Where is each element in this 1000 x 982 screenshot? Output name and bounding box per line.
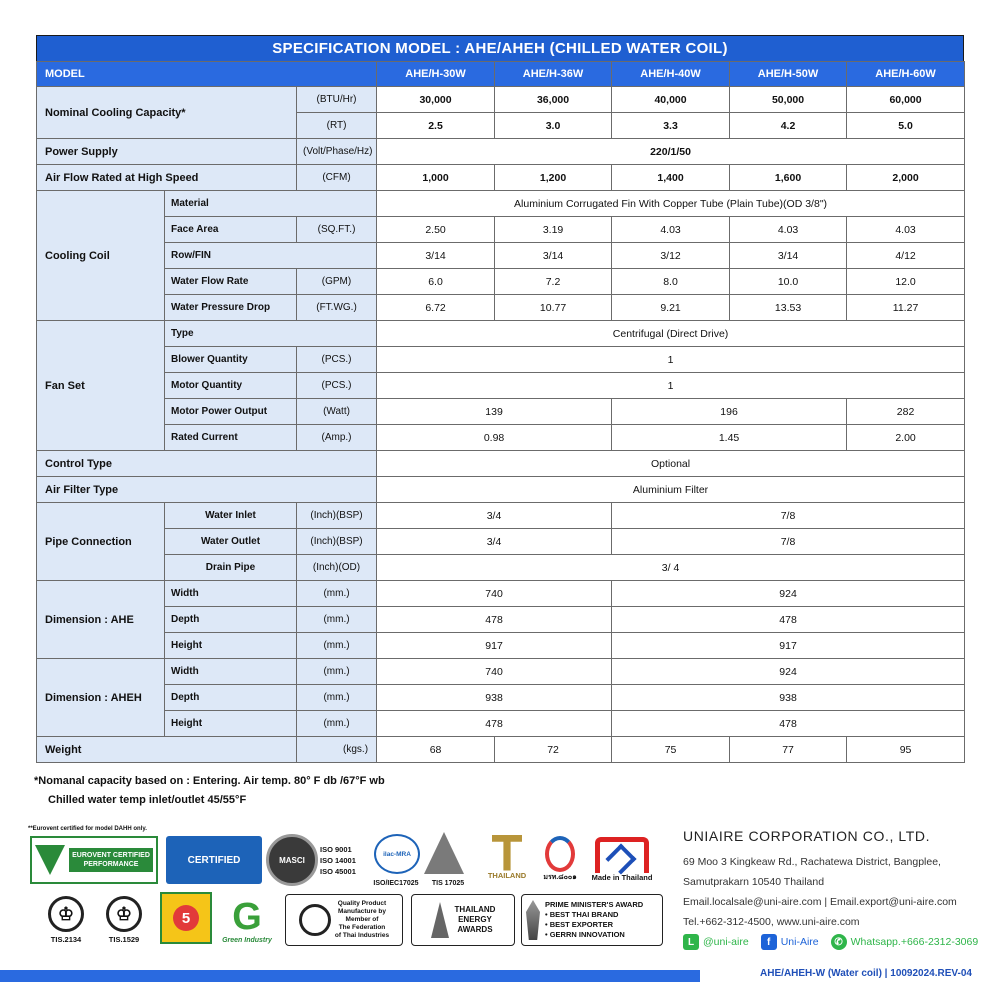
row-label: Water Flow Rate bbox=[165, 269, 297, 295]
unit-cell: (Inch)(BSP) bbox=[297, 503, 377, 529]
unit-cell: (mm.) bbox=[297, 633, 377, 659]
pm-award-item: • GERRN INNOVATION bbox=[545, 930, 625, 939]
unit-cell: (mm.) bbox=[297, 659, 377, 685]
masci-text: MASCI bbox=[279, 855, 305, 865]
ilac-text: ilac-MRA bbox=[383, 850, 411, 858]
value-cell: 4.2 bbox=[730, 113, 847, 139]
table-row bbox=[37, 295, 965, 321]
value-cell: 139 bbox=[377, 399, 612, 425]
value-cell: 12.0 bbox=[847, 269, 965, 295]
value-cell: 938 bbox=[377, 685, 612, 711]
unit-cell: (mm.) bbox=[297, 607, 377, 633]
model-row bbox=[37, 62, 965, 87]
row-label: Rated Current bbox=[165, 425, 297, 451]
value-cell: 917 bbox=[377, 633, 612, 659]
table-row bbox=[37, 347, 965, 373]
model-name: AHE/H-36W bbox=[495, 62, 612, 87]
value-cell: 1 bbox=[377, 373, 965, 399]
fti-line: Manufacture by bbox=[337, 908, 387, 915]
value-cell: 3.0 bbox=[495, 113, 612, 139]
company-name: UNIAIRE CORPORATION CO., LTD. bbox=[683, 828, 931, 844]
unit-cell: (BTU/Hr) bbox=[297, 87, 377, 113]
value-cell: 5.0 bbox=[847, 113, 965, 139]
value-cell: 2.00 bbox=[847, 425, 965, 451]
unit-cell: (Inch)(BSP) bbox=[297, 529, 377, 555]
ahri-logo bbox=[166, 836, 262, 884]
unit-cell: (mm.) bbox=[297, 711, 377, 737]
unit-cell: (PCS.) bbox=[297, 373, 377, 399]
nominal-label: Nominal Cooling Capacity* bbox=[37, 87, 297, 139]
value-cell: 1,600 bbox=[730, 165, 847, 191]
energy-awards-line: ENERGY bbox=[458, 915, 492, 924]
row-label: Water Pressure Drop bbox=[165, 295, 297, 321]
unit-cell: (SQ.FT.) bbox=[297, 217, 377, 243]
value-cell: 1.45 bbox=[612, 425, 847, 451]
value-cell: 13.53 bbox=[730, 295, 847, 321]
table-row bbox=[37, 321, 965, 347]
value-cell: 10.77 bbox=[495, 295, 612, 321]
footnote-capacity: *Nomanal capacity based on : Entering. Air temp. 80° F db /67°F wb bbox=[34, 775, 385, 787]
ahri-text: CERTIFIED bbox=[187, 854, 241, 866]
unit-cell: (Inch)(OD) bbox=[297, 555, 377, 581]
thai-mark-icon bbox=[545, 836, 575, 872]
row-label: Drain Pipe bbox=[165, 555, 297, 581]
value-cell: 36,000 bbox=[495, 87, 612, 113]
made-in-thailand-logo bbox=[584, 830, 660, 888]
nac-pagoda-icon bbox=[424, 832, 464, 874]
value-cell: 1,400 bbox=[612, 165, 730, 191]
value-cell: 282 bbox=[847, 399, 965, 425]
value-cell: 478 bbox=[612, 711, 965, 737]
facebook-link[interactable]: Uni-Aire bbox=[780, 936, 819, 948]
row-label: Face Area bbox=[165, 217, 297, 243]
value-cell: 1,200 bbox=[495, 165, 612, 191]
unit-cell: (kgs.) bbox=[297, 737, 377, 763]
table-row bbox=[37, 711, 965, 737]
value-cell: 740 bbox=[377, 581, 612, 607]
pm-award-title: PRIME MINISTER'S AWARD bbox=[545, 900, 644, 909]
model-name: AHE/H-50W bbox=[730, 62, 847, 87]
value-cell: 4.03 bbox=[847, 217, 965, 243]
row-label: Height bbox=[165, 633, 297, 659]
model-name: AHE/H-60W bbox=[847, 62, 965, 87]
table-row bbox=[37, 243, 965, 269]
iso17025-label: ISO/IEC17025 bbox=[373, 879, 419, 887]
value-cell: 1,000 bbox=[377, 165, 495, 191]
value-cell: 4.03 bbox=[612, 217, 730, 243]
value-cell: 2.50 bbox=[377, 217, 495, 243]
footer-bar bbox=[0, 966, 1000, 982]
value-cell: Aluminium Filter bbox=[377, 477, 965, 503]
filter-label: Air Filter Type bbox=[37, 477, 377, 503]
value-cell: 6.0 bbox=[377, 269, 495, 295]
trophy-icon bbox=[431, 902, 449, 938]
value-cell: 75 bbox=[612, 737, 730, 763]
weight-label: Weight bbox=[37, 737, 297, 763]
value-cell: Centrifugal (Direct Drive) bbox=[377, 321, 965, 347]
table-row bbox=[37, 191, 965, 217]
value-cell: 3.19 bbox=[495, 217, 612, 243]
value-cell: 924 bbox=[612, 581, 965, 607]
value-cell: 2,000 bbox=[847, 165, 965, 191]
coil-label: Cooling Coil bbox=[37, 191, 165, 321]
footnote-water-temp: Chilled water temp inlet/outlet 45/55°F bbox=[48, 794, 247, 806]
thailand-brand-text: THAILAND bbox=[487, 870, 527, 880]
value-cell: 40,000 bbox=[612, 87, 730, 113]
value-cell: 2.5 bbox=[377, 113, 495, 139]
energy-awards-line: THAILAND bbox=[454, 905, 496, 914]
spec-sheet bbox=[36, 35, 964, 763]
energy-label-5-logo bbox=[160, 892, 212, 944]
unit-cell: (Watt) bbox=[297, 399, 377, 425]
row-label: Blower Quantity bbox=[165, 347, 297, 373]
footer-accent bbox=[0, 970, 700, 982]
unit-cell: (GPM) bbox=[297, 269, 377, 295]
pm-trophy-icon bbox=[526, 900, 540, 940]
pm-award-text bbox=[545, 900, 643, 940]
tis2134-text: TIS.2134 bbox=[50, 935, 82, 944]
model-name: AHE/H-40W bbox=[612, 62, 730, 87]
value-cell: Optional bbox=[377, 451, 965, 477]
value-cell: 7.2 bbox=[495, 269, 612, 295]
value-cell: 30,000 bbox=[377, 87, 495, 113]
fti-emblem-icon bbox=[299, 904, 331, 936]
value-cell: 10.0 bbox=[730, 269, 847, 295]
fti-line: of Thai Industries bbox=[334, 932, 390, 939]
table-row bbox=[37, 451, 965, 477]
value-cell: 3/14 bbox=[730, 243, 847, 269]
value-cell: 4.03 bbox=[730, 217, 847, 243]
model-name: AHE/H-30W bbox=[377, 62, 495, 87]
value-cell: 8.0 bbox=[612, 269, 730, 295]
row-label: Motor Quantity bbox=[165, 373, 297, 399]
eurovent-check-icon bbox=[35, 845, 65, 875]
table-row bbox=[37, 139, 965, 165]
fti-quality-logo bbox=[285, 894, 403, 946]
row-label: Height bbox=[165, 711, 297, 737]
document-code: AHE/AHEH-W (Water coil) | 10092024.REV-04 bbox=[760, 968, 972, 979]
value-cell: 1 bbox=[377, 347, 965, 373]
table-row bbox=[37, 633, 965, 659]
facebook-icon: f bbox=[761, 934, 777, 950]
tis1529-logo bbox=[104, 890, 144, 950]
dim-aheh-label: Dimension : AHEH bbox=[37, 659, 165, 737]
tis-mark-icon: ♔ bbox=[48, 896, 84, 932]
table-row bbox=[37, 503, 965, 529]
tis-mark-icon: ♔ bbox=[106, 896, 142, 932]
value-cell: 6.72 bbox=[377, 295, 495, 321]
energy-awards-line: AWARDS bbox=[457, 925, 493, 934]
row-label: Depth bbox=[165, 685, 297, 711]
unit-cell: (PCS.) bbox=[297, 347, 377, 373]
unit-cell: (Amp.) bbox=[297, 425, 377, 451]
thai-mark-logo bbox=[540, 830, 580, 888]
whatsapp-icon: ✆ bbox=[831, 934, 847, 950]
row-label: Motor Power Output bbox=[165, 399, 297, 425]
value-cell: 95 bbox=[847, 737, 965, 763]
value-cell: 77 bbox=[730, 737, 847, 763]
table-row bbox=[37, 659, 965, 685]
table-row bbox=[37, 685, 965, 711]
value-cell: 68 bbox=[377, 737, 495, 763]
table-row bbox=[37, 269, 965, 295]
table-row bbox=[37, 581, 965, 607]
value-cell: 3/14 bbox=[377, 243, 495, 269]
power-label: Power Supply bbox=[37, 139, 297, 165]
unit-cell: (Volt/Phase/Hz) bbox=[297, 139, 377, 165]
company-email[interactable]: Email.localsale@uni-aire.com | Email.export@uni-aire.com bbox=[683, 896, 957, 908]
line-icon: L bbox=[683, 934, 699, 950]
company-info bbox=[683, 828, 983, 950]
fti-line: Quality Product bbox=[337, 900, 387, 907]
control-label: Control Type bbox=[37, 451, 377, 477]
line-id[interactable]: @uni-aire bbox=[703, 936, 749, 948]
spec-title: SPECIFICATION MODEL : AHE/AHEH (CHILLED WATER COIL) bbox=[36, 35, 964, 61]
value-cell: 3/12 bbox=[612, 243, 730, 269]
green-g-icon: G bbox=[232, 895, 262, 938]
value-cell: 7/8 bbox=[612, 529, 965, 555]
tis2134-logo bbox=[46, 890, 86, 950]
value-cell: 4/12 bbox=[847, 243, 965, 269]
value-cell: 11.27 bbox=[847, 295, 965, 321]
table-row bbox=[37, 425, 965, 451]
made-in-thailand-text: Made in Thailand bbox=[591, 872, 653, 882]
value-cell: 3/14 bbox=[495, 243, 612, 269]
energy-awards-logo bbox=[411, 894, 515, 946]
value-cell: 478 bbox=[377, 711, 612, 737]
thailand-t-icon bbox=[492, 835, 522, 871]
thailand-trusted-logo bbox=[478, 828, 536, 886]
unit-cell: (mm.) bbox=[297, 581, 377, 607]
iso-45001: ISO 45001 bbox=[320, 866, 356, 876]
iso-list bbox=[320, 840, 372, 880]
value-cell: 60,000 bbox=[847, 87, 965, 113]
masci-logo bbox=[266, 834, 318, 886]
table-row bbox=[37, 399, 965, 425]
airflow-label: Air Flow Rated at High Speed bbox=[37, 165, 297, 191]
value-cell: 50,000 bbox=[730, 87, 847, 113]
value-cell: 3/4 bbox=[377, 529, 612, 555]
fti-line: Member of bbox=[345, 916, 379, 923]
fan-label: Fan Set bbox=[37, 321, 165, 451]
value-cell: 478 bbox=[377, 607, 612, 633]
value-cell: 3/4 bbox=[377, 503, 612, 529]
green-industry-text: Green Industry bbox=[222, 936, 272, 944]
value-cell: Aluminium Corrugated Fin With Copper Tube (Plain Tube)(OD 3/8") bbox=[377, 191, 965, 217]
fti-text bbox=[335, 900, 389, 940]
pipe-label: Pipe Connection bbox=[37, 503, 165, 581]
ilac-logo bbox=[374, 834, 420, 874]
table-row bbox=[37, 477, 965, 503]
made-in-thailand-icon bbox=[595, 837, 649, 873]
table-row bbox=[37, 555, 965, 581]
row-label: Type bbox=[165, 321, 377, 347]
model-label: MODEL bbox=[37, 62, 377, 87]
tis17025-label: TIS 17025 bbox=[431, 879, 465, 887]
value-cell: 917 bbox=[612, 633, 965, 659]
social-contacts bbox=[683, 934, 983, 950]
pm-award-item: • BEST THAI BRAND bbox=[545, 910, 619, 919]
whatsapp-link[interactable]: Whatsapp.+666-2312-3069 bbox=[850, 936, 979, 948]
table-row bbox=[37, 607, 965, 633]
value-cell: 740 bbox=[377, 659, 612, 685]
green-industry-logo bbox=[216, 890, 278, 950]
value-cell: 0.98 bbox=[377, 425, 612, 451]
row-label: Width bbox=[165, 581, 297, 607]
energy-5-icon: 5 bbox=[173, 905, 199, 931]
value-cell: 220/1/50 bbox=[377, 139, 965, 165]
table-row bbox=[37, 373, 965, 399]
table-row bbox=[37, 217, 965, 243]
value-cell: 478 bbox=[612, 607, 965, 633]
table-row bbox=[37, 87, 965, 113]
certification-logos bbox=[28, 826, 668, 956]
row-label: Width bbox=[165, 659, 297, 685]
unit-cell: (mm.) bbox=[297, 685, 377, 711]
value-cell: 196 bbox=[612, 399, 847, 425]
row-label: Depth bbox=[165, 607, 297, 633]
eurovent-text: EUROVENT CERTIFIED PERFORMANCE bbox=[69, 848, 153, 872]
iso-14001: ISO 14001 bbox=[320, 855, 356, 865]
value-cell: 72 bbox=[495, 737, 612, 763]
thai-mark-text: มรท.๘๐๐๑ bbox=[543, 873, 577, 881]
company-address-2: Samutprakarn 10540 Thailand bbox=[683, 876, 825, 888]
value-cell: 7/8 bbox=[612, 503, 965, 529]
nac-logo bbox=[422, 830, 466, 876]
value-cell: 938 bbox=[612, 685, 965, 711]
company-tel[interactable]: Tel.+662-312-4500, www.uni-aire.com bbox=[683, 916, 860, 928]
row-label: Material bbox=[165, 191, 377, 217]
table-row bbox=[37, 165, 965, 191]
pm-award-item: • BEST EXPORTER bbox=[545, 920, 614, 929]
unit-cell: (CFM) bbox=[297, 165, 377, 191]
iso-9001: ISO 9001 bbox=[320, 844, 352, 854]
dim-ahe-label: Dimension : AHE bbox=[37, 581, 165, 659]
value-cell: 924 bbox=[612, 659, 965, 685]
row-label: Water Inlet bbox=[165, 503, 297, 529]
spec-table bbox=[36, 61, 965, 763]
value-cell: 3.3 bbox=[612, 113, 730, 139]
unit-cell: (RT) bbox=[297, 113, 377, 139]
table-row bbox=[37, 737, 965, 763]
pm-award-logo bbox=[521, 894, 663, 946]
eurovent-note: **Eurovent certified for model DAHH only. bbox=[28, 826, 147, 832]
row-label: Water Outlet bbox=[165, 529, 297, 555]
company-address-1: 69 Moo 3 Kingkeaw Rd., Rachatewa District, Bangplee, bbox=[683, 856, 941, 868]
row-label: Row/FIN bbox=[165, 243, 377, 269]
tis1529-text: TIS.1529 bbox=[108, 935, 140, 944]
fti-line: The Federation bbox=[338, 924, 386, 931]
table-row bbox=[37, 529, 965, 555]
value-cell: 3/ 4 bbox=[377, 555, 965, 581]
value-cell: 9.21 bbox=[612, 295, 730, 321]
unit-cell: (FT.WG.) bbox=[297, 295, 377, 321]
footnotes bbox=[34, 772, 385, 810]
eurovent-logo bbox=[30, 836, 158, 884]
energy-awards-text bbox=[455, 905, 496, 935]
